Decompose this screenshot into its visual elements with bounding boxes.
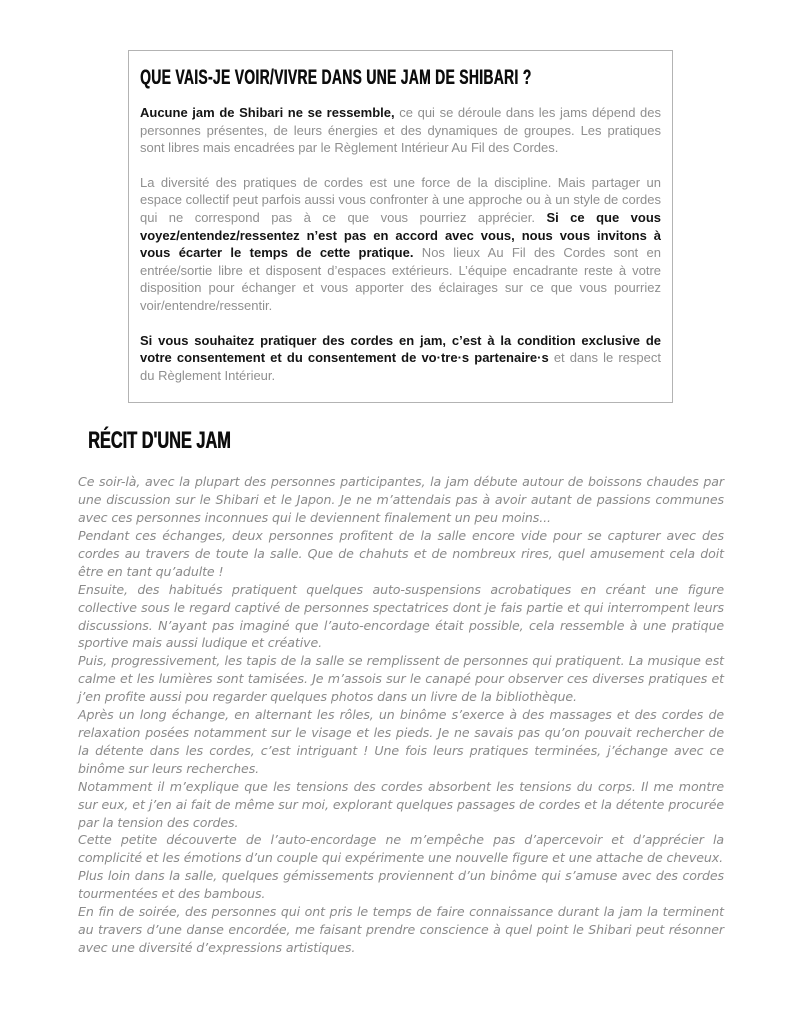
recit-paragraph: Pendant ces échanges, deux personnes profitent de la salle encore vide pour se capturer avec des cordes au travers de toute la salle. Que de chahuts et de nombreux rires, quel amusement cela doit être en tant qu’adulte !: [78, 528, 724, 579]
recit-paragraph: Cette petite découverte de l’auto-encordage ne m’empêche pas d’apercevoir et d’apprécier la complicité et les émotions d’un couple qui expérimente une nouvelle figure et une attache de cheveux.: [78, 832, 724, 866]
recit-narrative: [78, 473, 724, 956]
info-paragraph-2: [140, 174, 661, 315]
text-segment: Nos lieux Au Fil des Cordes sont en entrée/sortie libre et disposent d’espaces extérieurs. L’équipe encadrante reste à votre disposition pour échanger et vous apporter des éclairages sur ce que vous pourriez voir/entendre/ressentir.: [140, 245, 661, 313]
info-paragraph-3: [140, 332, 661, 385]
text-segment: La diversité des pratiques de cordes est une force de la discipline. Mais partager un espace collectif peut parfois aussi vous confronter à une approche ou à un style de cordes qui ne correspond pas à ce que vous pourriez apprécier.: [140, 174, 661, 225]
text-segment: Si ce que vous voyez/entendez/ressentez n’est pas en accord avec vous, nous vous invitons à vous écarter le temps de cette pratique.: [140, 209, 661, 261]
recit-paragraph: Après un long échange, en alternant les rôles, un binôme s’exerce à des massages et des cordes de relaxation posées notamment sur le visage et les pieds. Je ne savais pas qu’on pouvait rechercher de la détente dans les cordes, c’est intriguant ! Une fois leurs pratiques terminées, j’échange avec ce binôme sur leurs recherches.: [78, 707, 724, 776]
recit-paragraph: Puis, progressivement, les tapis de la salle se remplissent de personnes qui pratiquent. La musique est calme et les lumières sont tamisées. Je m’assois sur le canapé pour observer ces diverses pratiques et j’en profite aussi pou regarder quelques photos dans un livre de la bibliothèque.: [78, 653, 724, 705]
info-box-title: QUE VAIS-JE VOIR/VIVRE DANS UNE JAM DE SHIBARI ?: [140, 66, 532, 89]
recit-paragraph: Ensuite, des habitués pratiquent quelques auto-suspensions acrobatiques en créant une figure collective sous le regard captivé de personnes spectatrices dont je fais partie et qui interrompent leurs discussions. N’ayant pas imaginé que l’auto-encordage était possible, cela ressemble à une pratique sportive mais aussi ludique et créative.: [78, 581, 724, 651]
info-box: [128, 50, 673, 403]
recit-title: RÉCIT D'UNE JAM: [88, 427, 231, 455]
text-segment: ce qui se déroule dans les jams dépend des personnes présentes, de leurs énergies et des dynamiques de groupes. Les pratiques sont libres mais encadrées par le Règlement Intérieur Au Fil des Cordes.: [140, 105, 662, 156]
recit-section: [78, 427, 724, 956]
info-paragraph-1: [140, 104, 661, 157]
text-segment: Si vous souhaitez pratiquer des cordes en jam, c’est à la condition exclusive de votre consentement et du consentement de vo·tre·s partenaire·s: [140, 332, 661, 366]
recit-paragraph: En fin de soirée, des personnes qui ont pris le temps de faire connaissance durant la jam la terminent au travers d’une danse encordée, me faisant prendre conscience à quel point le Shibari peut résonner avec une diversité d’expressions artistiques.: [78, 904, 724, 955]
recit-paragraph: Ce soir-là, avec la plupart des personnes participantes, la jam débute autour de boissons chaudes par une discussion sur le Shibari et le Japon. Je ne m’attendais pas à avoir autant de passions communes avec ces personnes inconnues qui le deviennent finalement un peu moins...: [78, 474, 724, 526]
recit-paragraph: Plus loin dans la salle, quelques gémissements proviennent d’un binôme qui s’amuse avec des cordes tourmentées et des bambous.: [78, 868, 724, 902]
text-segment: et dans le respect du Règlement Intérieur.: [140, 350, 661, 383]
recit-paragraph: Notamment il m’explique que les tensions des cordes absorbent les tensions du corps. Il me montre sur eux, et j’en ai fait de même sur moi, explorant quelques passages de cordes et la détente procurée par la tension des cordes.: [78, 778, 724, 830]
text-segment: Aucune jam de Shibari ne se ressemble,: [140, 105, 395, 120]
